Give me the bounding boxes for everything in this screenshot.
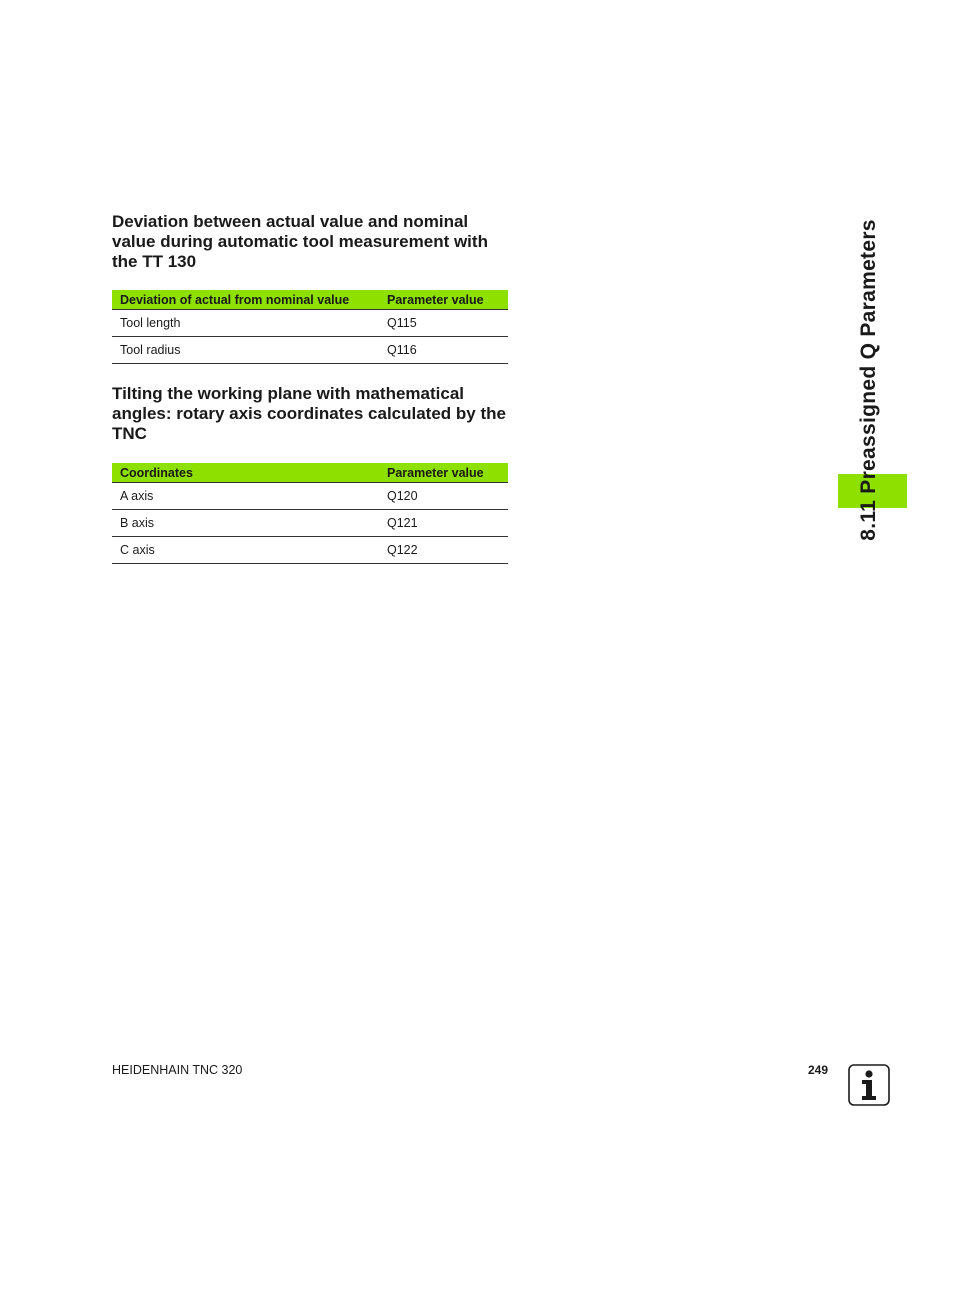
table-row bbox=[112, 310, 508, 337]
table-row bbox=[112, 510, 508, 537]
column-header-parameter: Parameter value bbox=[379, 290, 508, 310]
table-row bbox=[112, 337, 508, 364]
table-row bbox=[112, 483, 508, 510]
row-value: Q116 bbox=[379, 337, 508, 364]
deviation-parameter-table bbox=[112, 290, 508, 364]
column-header-parameter: Parameter value bbox=[379, 463, 508, 483]
page-number: 249 bbox=[808, 1063, 829, 1077]
table-row bbox=[112, 537, 508, 564]
column-header-deviation: Deviation of actual from nominal value bbox=[112, 290, 379, 310]
row-label: A axis bbox=[112, 483, 379, 510]
table-header-row bbox=[112, 290, 508, 310]
column-header-coordinates: Coordinates bbox=[112, 463, 379, 483]
section-heading-tt130: Deviation between actual value and nominal value during automatic tool measurement with the TT 130 bbox=[112, 212, 488, 271]
row-label: Tool radius bbox=[112, 337, 379, 364]
row-label: Tool length bbox=[112, 310, 379, 337]
info-icon bbox=[848, 1064, 890, 1106]
section-heading-tilting: Tilting the working plane with mathematical angles: rotary axis coordinates calculated by the TNC bbox=[112, 384, 506, 443]
table-header-row bbox=[112, 463, 508, 483]
footer-product-name: HEIDENHAIN TNC 320 bbox=[112, 1063, 243, 1077]
row-value: Q115 bbox=[379, 310, 508, 337]
row-value: Q121 bbox=[379, 510, 508, 537]
chapter-side-title: 8.11 Preassigned Q Parameters bbox=[857, 219, 880, 541]
row-label: B axis bbox=[112, 510, 379, 537]
coordinates-parameter-table bbox=[112, 463, 508, 564]
row-label: C axis bbox=[112, 537, 379, 564]
row-value: Q120 bbox=[379, 483, 508, 510]
row-value: Q122 bbox=[379, 537, 508, 564]
